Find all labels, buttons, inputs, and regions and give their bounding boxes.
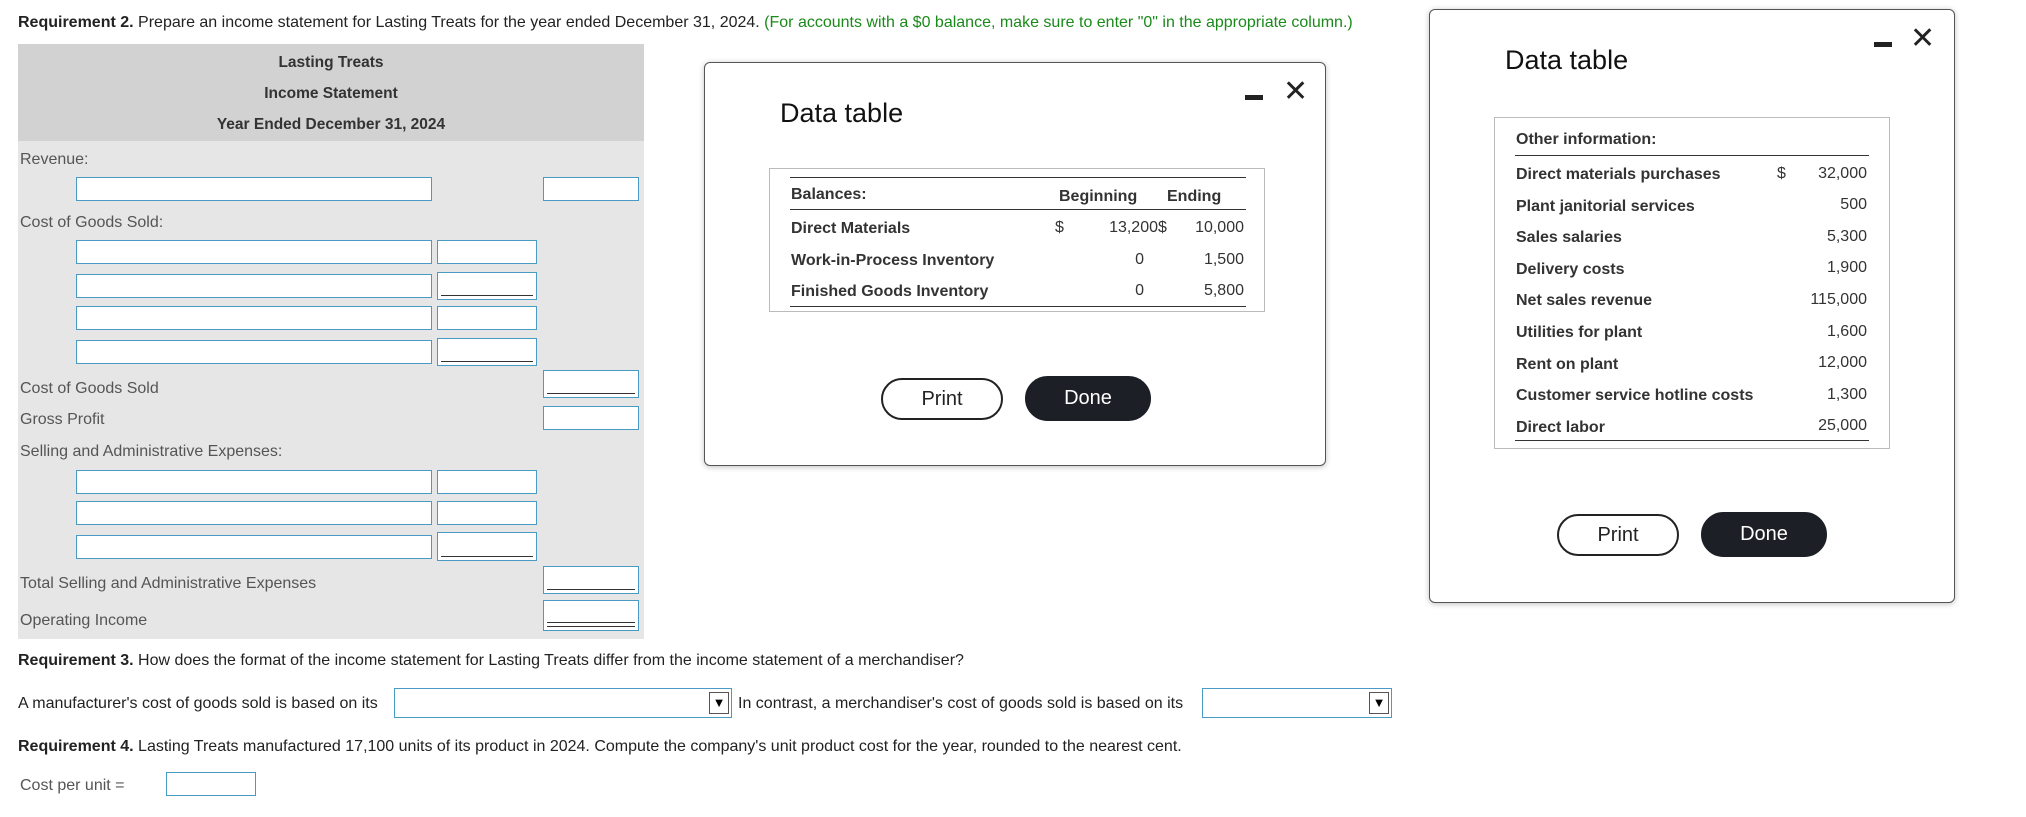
ending-value: 10,000: [1195, 219, 1244, 236]
requirement-3-sentence-a: A manufacturer's cost of goods sold is based on its: [18, 695, 378, 712]
cogs-account-input-1[interactable]: [76, 240, 432, 264]
row-label: Plant janitorial services: [1516, 198, 1695, 215]
operating-income-label: Operating Income: [20, 612, 148, 629]
sa-amount-input-2[interactable]: [437, 501, 537, 525]
revenue-label: Revenue:: [20, 151, 89, 168]
ending-value: 1,500: [1203, 251, 1244, 268]
row-label: Utilities for plant: [1516, 324, 1643, 341]
column-ending: Ending: [1167, 188, 1222, 205]
company-name: Lasting Treats: [278, 54, 384, 71]
print-button[interactable]: Print: [1557, 514, 1679, 556]
row-value: 25,000: [1818, 417, 1867, 434]
manufacturer-cogs-basis-select[interactable]: [394, 688, 732, 718]
statement-period: Year Ended December 31, 2024: [216, 116, 446, 133]
requirement-4-label: Requirement 4.: [18, 738, 134, 755]
statement-title: Income Statement: [264, 85, 398, 102]
row-label: Delivery costs: [1516, 261, 1625, 278]
sa-total-input[interactable]: [543, 566, 639, 594]
beginning-value: 0: [1135, 282, 1144, 299]
close-icon[interactable]: ✕: [1283, 75, 1309, 108]
column-beginning: Beginning: [1059, 188, 1138, 205]
row-label: Direct Materials: [791, 220, 911, 237]
requirement-4-body: Lasting Treats manufactured 17,100 units of its product in 2024. Compute the company's unit product cost for the year, rounded to the nearest cent.: [133, 738, 1182, 755]
row-value: 1,600: [1826, 323, 1867, 340]
row-label: Net sales revenue: [1516, 292, 1653, 309]
cost-per-unit-label: Cost per unit =: [20, 777, 125, 794]
row-value: 5,300: [1826, 228, 1867, 245]
row-value: 500: [1840, 196, 1867, 213]
other-information-table: [1494, 117, 1890, 449]
requirement-2-note: (For accounts with a $0 balance, make sure to enter "0" in the appropriate column.): [764, 14, 1353, 31]
sa-section-label: Selling and Administrative Expenses:: [20, 443, 283, 460]
merchandiser-cogs-basis-select[interactable]: [1202, 688, 1392, 718]
other-information-data-dialog: [1429, 9, 1955, 603]
row-label: Finished Goods Inventory: [791, 283, 989, 300]
cogs-amount-input-1[interactable]: [437, 240, 537, 264]
row-label: Rent on plant: [1516, 356, 1619, 373]
row-label: Direct labor: [1516, 419, 1605, 436]
sa-amount-input-3[interactable]: [437, 532, 537, 561]
row-label: Work-in-Process Inventory: [791, 252, 995, 269]
cogs-account-input-3[interactable]: [76, 306, 432, 330]
done-button[interactable]: Done: [1025, 376, 1151, 421]
close-icon[interactable]: ✕: [1910, 22, 1936, 55]
dropdown-arrow-icon: ▼: [1369, 692, 1389, 714]
income-statement: [18, 44, 644, 639]
balances-header: Balances:: [791, 186, 867, 203]
cogs-section-label: Cost of Goods Sold:: [20, 214, 164, 231]
operating-income-input[interactable]: [543, 600, 639, 631]
sa-total-label: Total Selling and Administrative Expenses: [20, 575, 317, 592]
balances-data-dialog: [704, 62, 1326, 466]
requirement-4-text: [18, 738, 1182, 756]
gross-profit-label: Gross Profit: [20, 411, 105, 428]
minimize-icon[interactable]: [1874, 42, 1892, 47]
row-label: Customer service hotline costs: [1516, 387, 1754, 404]
requirement-3-label: Requirement 3.: [18, 652, 134, 669]
row-label: Sales salaries: [1516, 229, 1622, 246]
minimize-icon[interactable]: [1245, 95, 1263, 100]
revenue-amount-input[interactable]: [543, 177, 639, 201]
cogs-total-label: Cost of Goods Sold: [20, 380, 159, 397]
requirement-3-text: [18, 652, 964, 670]
sa-account-input-3[interactable]: [76, 535, 432, 559]
cost-per-unit-input[interactable]: [166, 772, 256, 796]
dropdown-arrow-icon: ▼: [709, 692, 729, 714]
sa-account-input-2[interactable]: [76, 501, 432, 525]
print-button[interactable]: Print: [881, 378, 1003, 420]
revenue-account-input[interactable]: [76, 177, 432, 201]
dialog-title: Data table: [1505, 45, 1629, 75]
requirement-2-label: Requirement 2.: [18, 14, 134, 31]
ending-value: 5,800: [1203, 282, 1244, 299]
requirement-2-body: Prepare an income statement for Lasting Treats for the year ended December 31, 2024.: [133, 14, 765, 31]
requirement-2-text: [18, 14, 1353, 32]
cogs-account-input-4[interactable]: [76, 340, 432, 364]
sa-amount-input-1[interactable]: [437, 470, 537, 494]
dialog-title: Data table: [780, 98, 904, 128]
gross-profit-input[interactable]: [543, 406, 639, 430]
statement-header: [18, 44, 644, 141]
row-value: 1,300: [1826, 386, 1867, 403]
beginning-value: 13,200: [1109, 219, 1158, 236]
row-value: 12,000: [1818, 354, 1867, 371]
beginning-value: 0: [1135, 251, 1144, 268]
dollar-sign: $: [1777, 165, 1786, 182]
row-value: 32,000: [1818, 165, 1867, 182]
balances-table: [769, 168, 1265, 312]
row-label: Direct materials purchases: [1516, 166, 1721, 183]
cogs-amount-input-2[interactable]: [437, 272, 537, 300]
dollar-sign: $: [1055, 219, 1064, 236]
done-button[interactable]: Done: [1701, 512, 1827, 557]
dollar-sign: $: [1158, 219, 1167, 236]
cogs-total-input[interactable]: [543, 370, 639, 398]
requirement-3-body: How does the format of the income statement for Lasting Treats differ from the income statement of a merchandiser?: [133, 652, 964, 669]
cogs-account-input-2[interactable]: [76, 274, 432, 298]
cogs-amount-input-4[interactable]: [437, 338, 537, 366]
requirement-3-sentence-b: In contrast, a merchandiser's cost of goods sold is based on its: [738, 695, 1184, 712]
row-value: 1,900: [1826, 259, 1867, 276]
other-information-header: Other information:: [1516, 131, 1657, 148]
sa-account-input-1[interactable]: [76, 470, 432, 494]
row-value: 115,000: [1810, 291, 1867, 308]
cogs-amount-input-3[interactable]: [437, 306, 537, 330]
